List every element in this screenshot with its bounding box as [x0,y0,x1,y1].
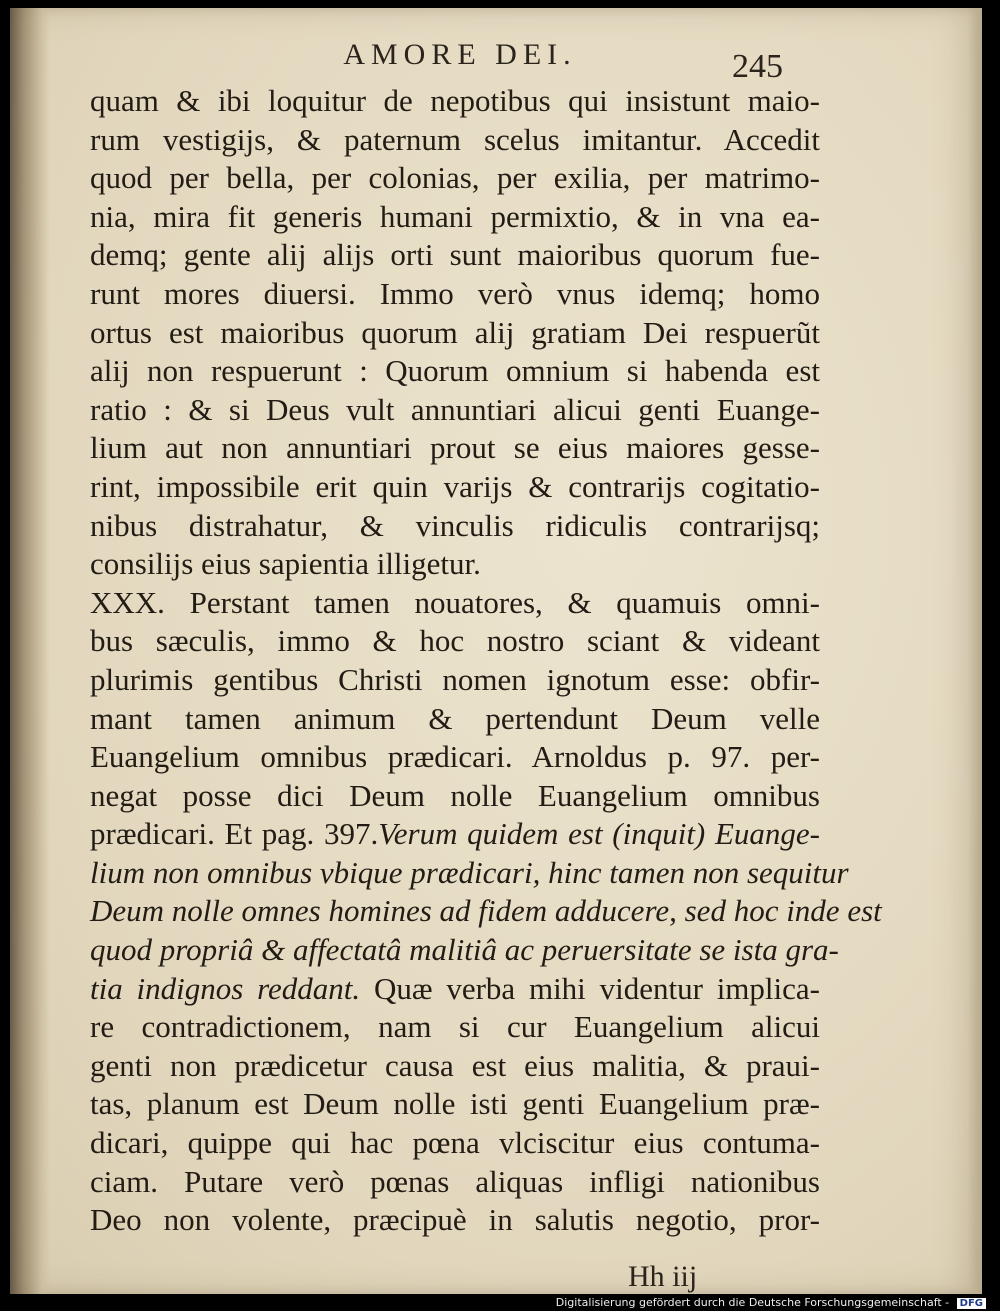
text-line [90,892,882,931]
line-text: Quæ verba mihi videntur implica- [360,970,820,1006]
line-text: plurimis gentibus Christi nomen ignotum esse: obfir- [90,661,820,697]
catchword: Hh iij [628,1260,698,1293]
text-line [90,970,820,1009]
italic-quote: Deum nolle omnes homines ad fidem adducere, sed hoc inde est [90,893,882,929]
line-text: nia, mira fit generis humani permixtio, & in vna ea- [90,198,820,234]
line-text: quam & ibi loquitur de nepotibus qui insistunt maio- [90,83,820,118]
text-line [90,777,820,816]
text-line [90,1201,820,1240]
text-line [90,198,820,237]
body-text [90,82,882,1240]
text-line [90,82,820,121]
text-line [90,854,849,893]
running-head: AMORE DEI. [343,38,577,71]
line-text: rint, impossibile erit quin varijs & contrarijs cogitatio- [90,468,820,504]
text-line [90,159,820,198]
italic-quote: Verum quidem est (inquit) Euange- [378,816,820,852]
text-line [90,1085,820,1124]
line-text: ciam. Putare verò pœnas aliquas infligi nationibus [90,1163,820,1199]
text-line [90,815,820,854]
text-line [90,468,820,507]
line-text: Euangelium omnibus prædicari. Arnoldus p. 97. per- [90,739,820,775]
line-text: re contradictionem, nam si cur Euangelium alicui [90,1009,820,1045]
line-text: runt mores diuersi. Immo verò vnus idemq; homo [90,275,820,311]
text-line [90,121,820,160]
line-text: dicari, quippe qui hac pœna vlciscitur eius contuma- [90,1125,820,1161]
line-text: bus sæculis, immo & hoc nostro sciant & videant [90,623,820,659]
line-text: ratio : & si Deus vult annuntiari alicui genti Euange- [90,391,820,427]
text-line [90,1047,820,1086]
text-line [90,429,820,468]
line-text: negat posse dici Deum nolle Euangelium omnibus [90,777,820,813]
line-text: quod per bella, per colonias, per exilia, per matrimo- [90,160,820,196]
text-line [90,1124,820,1163]
italic-quote: quod propriâ & affectatâ malitiâ ac peruersitate se ista gra- [90,932,839,968]
line-text: lium aut non annuntiari prout se eius maiores gesse- [90,430,820,466]
text-line [90,391,820,430]
line-text: rum vestigijs, & paternum scelus imitantur. Accedit [90,121,820,157]
text-line [90,314,820,353]
text-line [90,352,820,391]
line-text: consilijs eius sapientia illigetur. [90,546,481,582]
line-text: Deo non volente, præcipuè in salutis negotio, pror- [90,1202,820,1238]
text-line [90,236,820,275]
line-text: mant tamen animum & pertendunt Deum velle [90,700,820,736]
digitization-credit [556,1296,986,1309]
line-text: prædicari. Et pag. 397. [90,816,379,852]
text-line [90,661,820,700]
text-line [90,738,820,777]
line-text: XXX. Perstant tamen nouatores, & quamuis omni- [90,584,820,620]
italic-quote: lium non omnibus vbique prædicari, hinc tamen non sequitur [90,854,849,890]
page-edge-shadow [968,8,982,1294]
text-line [90,1163,820,1202]
dfg-logo-icon: DFG [957,1298,986,1309]
line-text: tas, planum est Deum nolle isti genti Euangelium præ- [90,1086,820,1122]
text-line [90,507,820,546]
line-text: demq; gente alij alijs orti sunt maioribus quorum fue- [90,237,820,273]
page-number: 245 [732,48,783,85]
text-line [90,275,820,314]
line-text: alij non respuerunt : Quorum omnium si habenda est [90,353,820,389]
italic-quote: tia indignos reddant. [90,970,361,1006]
text-line [90,1008,820,1047]
book-page [10,8,982,1294]
line-text: nibus distrahatur, & vinculis ridiculis contrarijsq; [90,507,820,543]
text-line [90,931,839,970]
text-line [90,584,820,623]
text-line [90,622,820,661]
text-line [90,700,820,739]
line-text: genti non prædicetur causa est eius malitia, & praui- [90,1047,820,1083]
text-line [90,545,820,584]
line-text: ortus est maioribus quorum alij gratiam Dei respuerũt [90,314,820,350]
book-spine-shadow [10,8,50,1294]
credit-text: Digitalisierung gefördert durch die Deutsche Forschungsgemeinschaft - [555,1296,950,1309]
